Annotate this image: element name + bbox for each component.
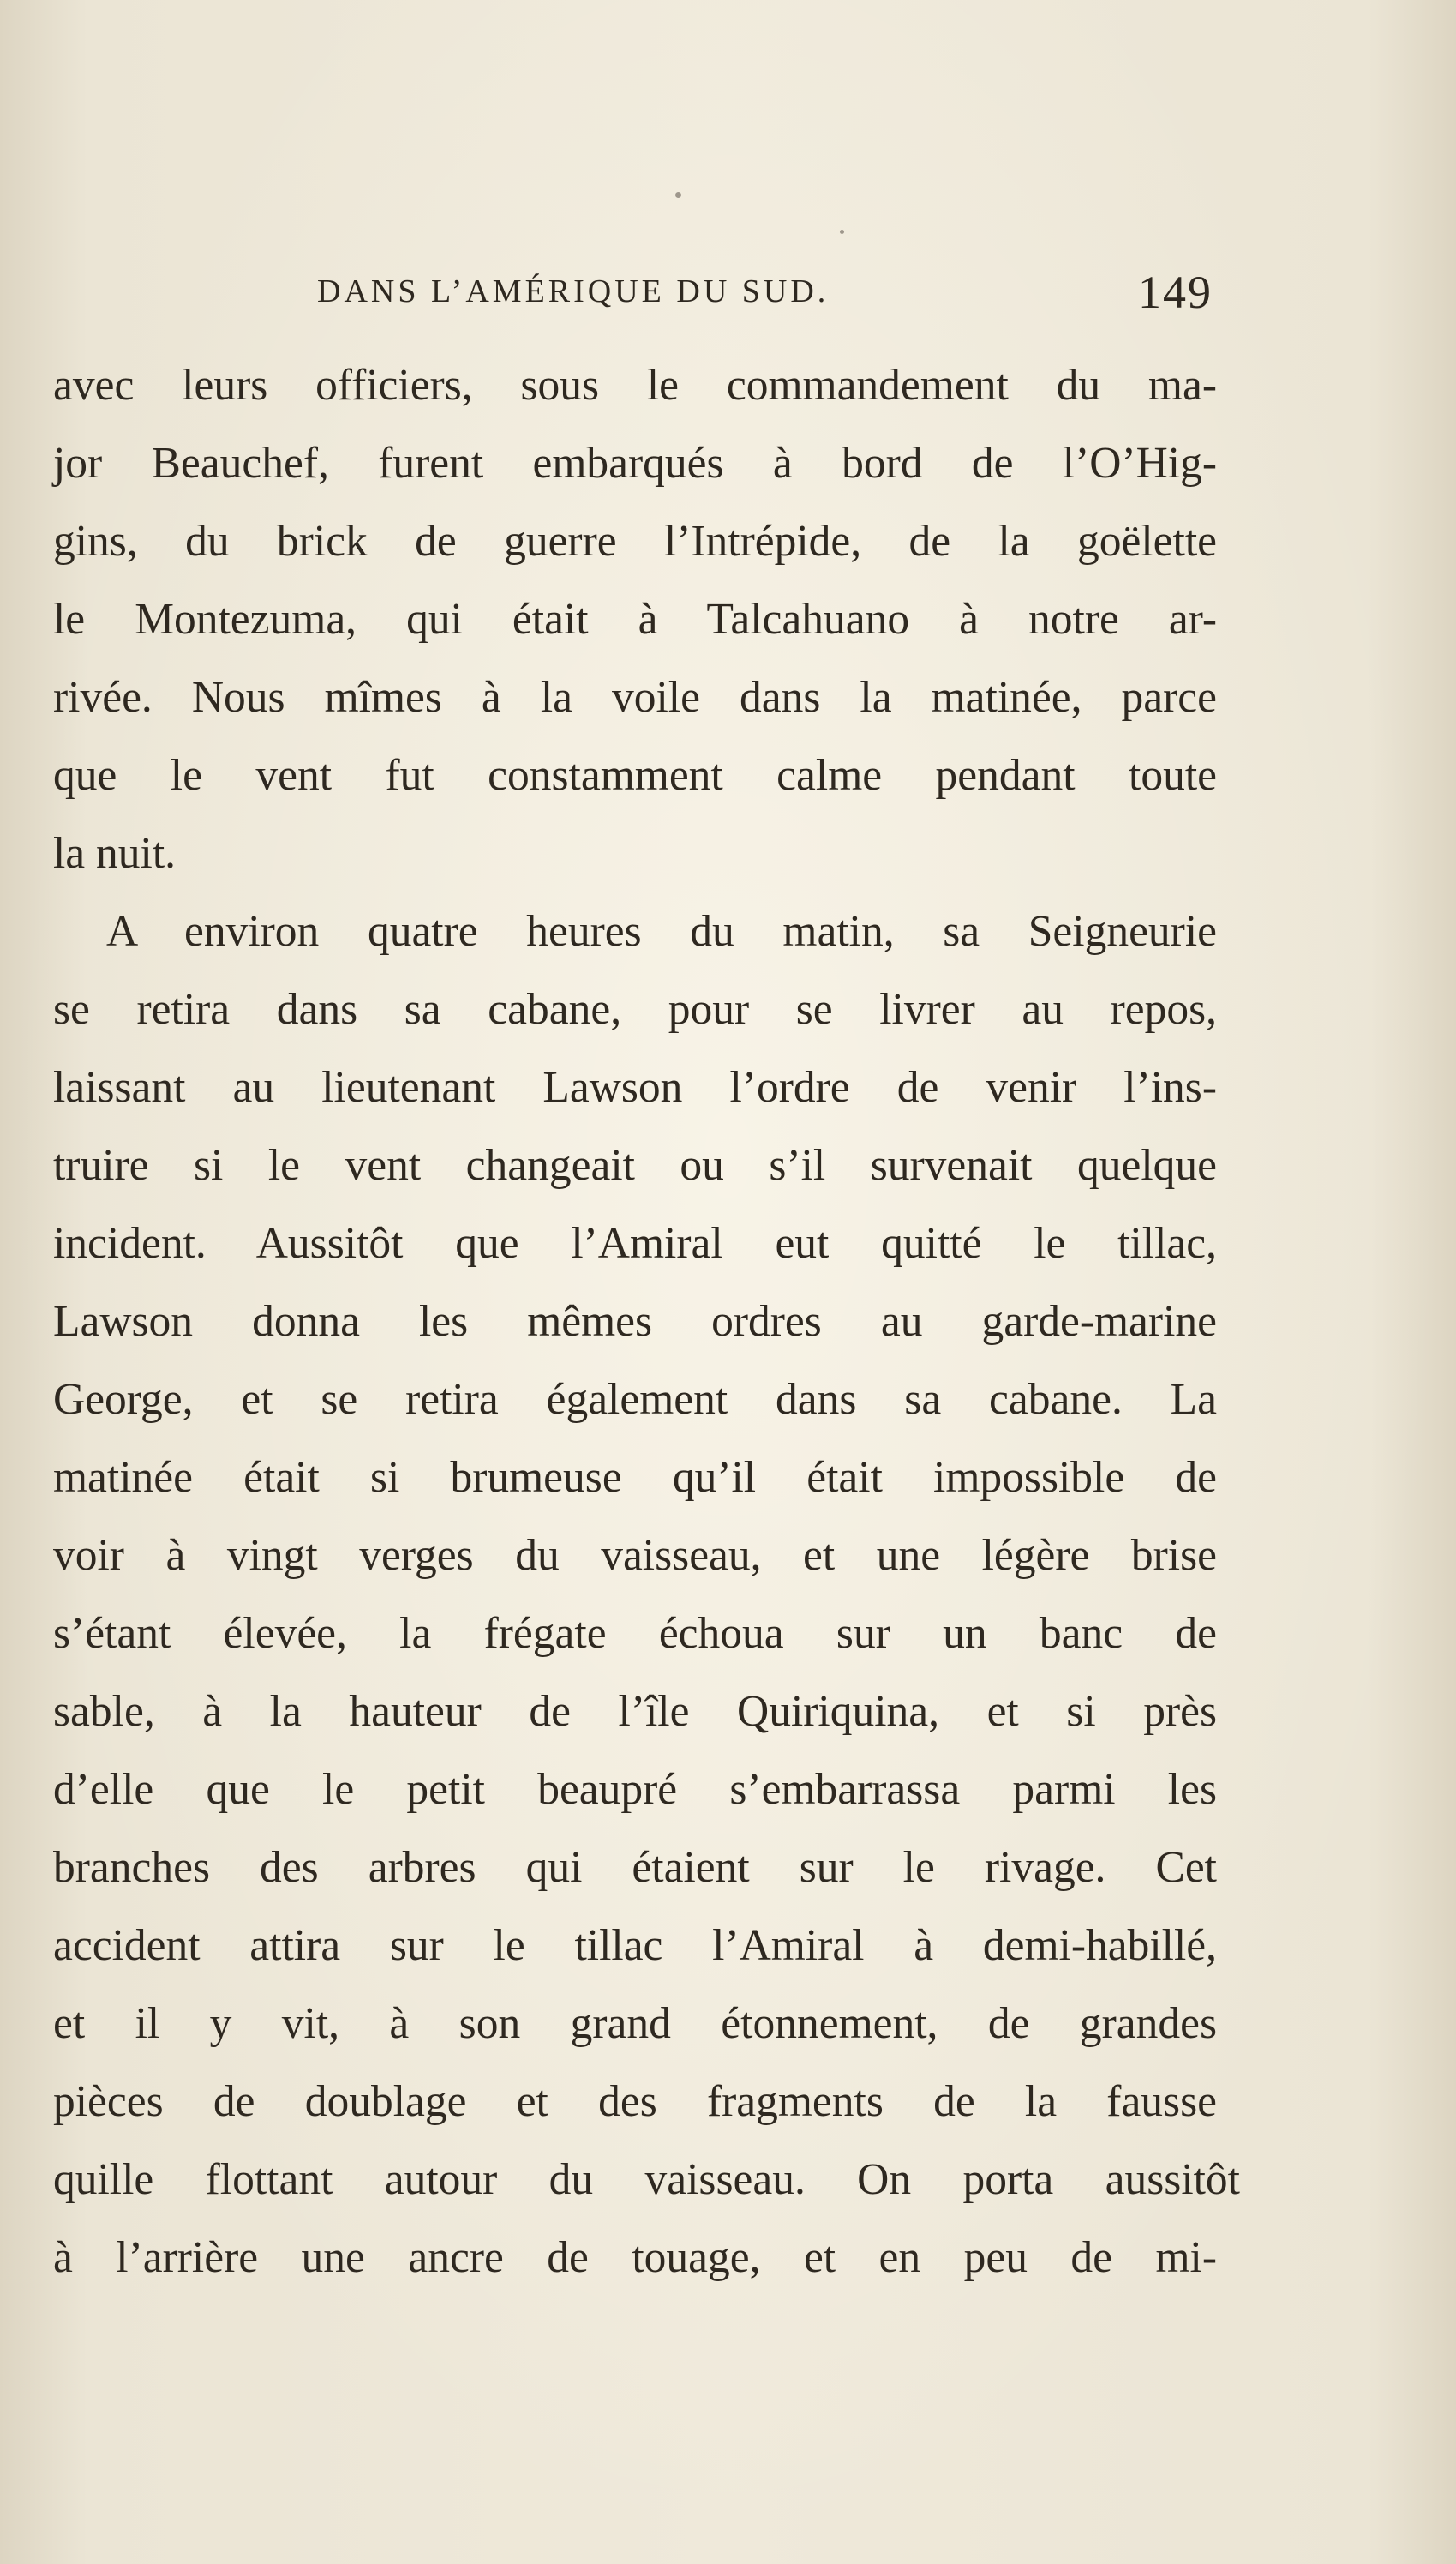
- text-line: quille flottant autour du vaisseau. On porta aussitôt: [53, 2155, 1240, 2204]
- text-line: voir à vingt verges du vaisseau, et une légère brise: [53, 1531, 1217, 1580]
- text-line: accident attira sur le tillac l’Amiral à demi-habillé,: [53, 1921, 1217, 1970]
- text-line: à l’arrière une ancre de touage, et en peu de mi-: [53, 2233, 1217, 2282]
- text-line: avec leurs officiers, sous le commandement du ma-: [53, 361, 1217, 410]
- text-line: rivée. Nous mîmes à la voile dans la matinée, parce: [53, 673, 1217, 722]
- text-line: truire si le vent changeait ou s’il survenait quelque: [53, 1141, 1217, 1190]
- text-line: jor Beauchef, furent embarqués à bord de l’O’Hig-: [53, 439, 1217, 488]
- paragraph-first-line: A environ quatre heures du matin, sa Seigneurie: [106, 907, 1217, 956]
- text-line: et il y vit, à son grand étonnement, de grandes: [53, 1999, 1217, 2048]
- text-line: pièces de doublage et des fragments de la fausse: [53, 2077, 1217, 2126]
- text-line: d’elle que le petit beaupré s’embarrassa parmi les: [53, 1765, 1217, 1814]
- text-line: la nuit.: [53, 829, 177, 878]
- ink-speck: [675, 192, 681, 198]
- text-line: branches des arbres qui étaient sur le rivage. Cet: [53, 1843, 1217, 1892]
- text-line: se retira dans sa cabane, pour se livrer au repos,: [53, 985, 1217, 1034]
- text-line: George, et se retira également dans sa cabane. La: [53, 1375, 1217, 1424]
- page-number: 149: [1138, 267, 1213, 318]
- body-text: [53, 346, 1240, 2297]
- text-line: incident. Aussitôt que l’Amiral eut quitté le tillac,: [53, 1219, 1217, 1268]
- running-head: [317, 266, 1213, 317]
- text-line: le Montezuma, qui était à Talcahuano à notre ar-: [53, 595, 1217, 644]
- text-line: laissant au lieutenant Lawson l’ordre de venir l’ins-: [53, 1063, 1217, 1112]
- text-line: que le vent fut constamment calme pendant toute: [53, 751, 1217, 800]
- ink-speck: [840, 230, 844, 234]
- text-line: sable, à la hauteur de l’île Quiriquina, et si près: [53, 1687, 1217, 1736]
- text-line: matinée était si brumeuse qu’il était impossible de: [53, 1453, 1217, 1502]
- text-line: Lawson donna les mêmes ordres au garde-marine: [53, 1297, 1217, 1346]
- text-line: s’étant élevée, la frégate échoua sur un banc de: [53, 1609, 1217, 1658]
- text-line: gins, du brick de guerre l’Intrépide, de la goëlette: [53, 517, 1217, 566]
- running-title: DANS L’AMÉRIQUE DU SUD.: [317, 273, 830, 309]
